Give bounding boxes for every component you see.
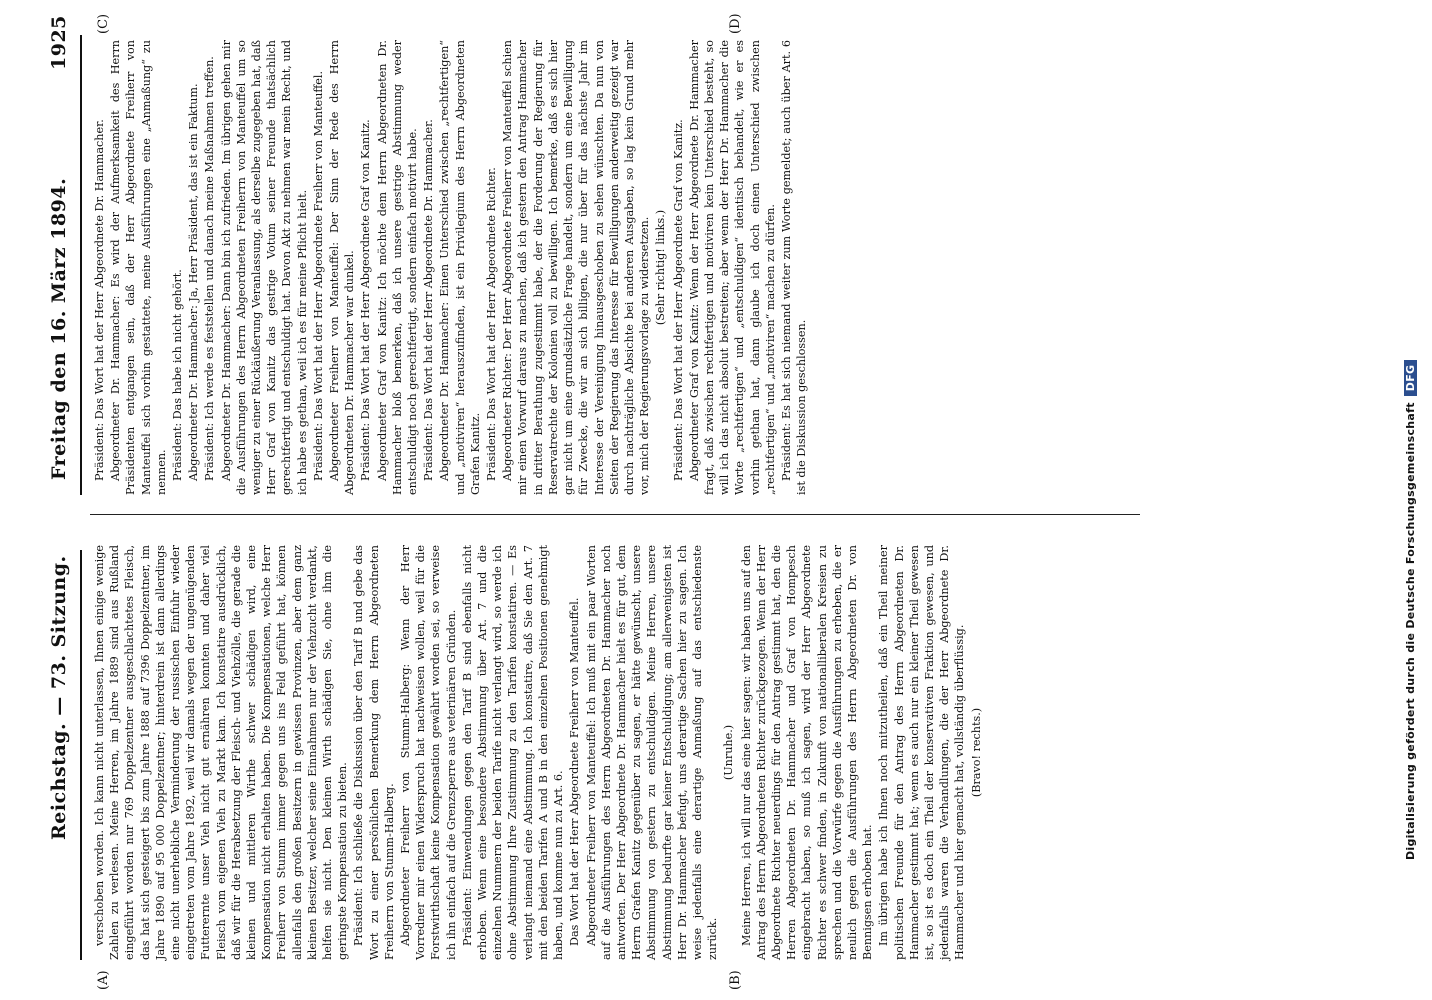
paragraph: Das Wort hat der Herr Abgeordnete Freiherr von Manteuffel. xyxy=(568,597,582,946)
paragraph: Meine Herren, ich will nur das eine hier sagen: wir haben uns auf den Antrag des Herrn Abgeordneten Richter zurückgezogen. Wenn der Herr Abgeordnete Richter neuerdings für den Antrag gestimmt hat, den die Herren Abgeordneten Dr. Hammacher und Graf von Hompesch eingebracht haben, so muß ich sagen, wird der Herr Abgeordnete Richter es schwer finden, in Zukunft von nationalliberalen Kreisen zu sprechen und die Vorwürfe gegen die Ausführungen zu erheben, die er neulich gegen die Ausführungen des Herrn Abgeordneten Dr. von Bennigsen erhoben hat. xyxy=(739,545,875,960)
paragraph: Abgeordneter Graf von Kanitz: Ich möchte dem Herrn Abgeordneten Dr. Hammacher bloß bemerken, daß ich unsere gestrige Abstimmung weder entschuldigt noch gerechtfertigt, sondern einfach motivirt habe. xyxy=(375,40,420,495)
right-text-column xyxy=(92,40,810,495)
paragraph: Im übrigen habe ich Ihnen noch mitzutheilen, daß ein Theil meiner politischen Freunde für den Antrag des Herrn Abgeordneten Dr. Hammacher gestimmt hat; wenn es auch nur ein kleiner Theil gewesen ist, so ist es doch ein Theil der konservativen Fraktion gewesen, und jedenfalls waren die Verhandlungen, die der Herr Abgeordnete Dr. Hammacher und hier gemacht hat, vollständig überflüssig. xyxy=(877,545,967,960)
paragraph: Abgeordneter Dr. Hammacher: Einen Unterschied zwischen „rechtfertigen“ und „motiviren“ herauszufinden, ist ein Privilegium des Herrn Abgeordneten Grafen Kanitz. xyxy=(438,40,482,495)
margin-mark-c: (C) xyxy=(96,13,111,34)
paragraph: (Unruhe.) xyxy=(722,724,736,781)
paragraph: Abgeordneter Dr. Hammacher: Dann bin ich zufrieden. Im übrigen gehen mir die Ausführungen des Herrn Abgeordneten Freiherrn von Manteuffel um so weniger zu einer Rückäußerung Veranlassung, als derselbe zugegeben hat, daß Herr Graf von Kanitz das gestrige Votum seiner Freunde thatsächlich gerechtfertigt und entschuldigt hat. Davon Akt zu nehmen war mein Recht, und ich habe es gethan, weil ich es für meine Pflicht hielt. xyxy=(219,40,309,495)
left-text-column xyxy=(92,545,986,960)
page-number: 1925 xyxy=(48,15,70,70)
margin-mark-a: (A) xyxy=(96,970,111,990)
paragraph: (Bravo! rechts.) xyxy=(969,707,983,798)
paragraph: Abgeordneter Dr. Hammacher: Ja, Herr Präsident, das ist ein Faktum. xyxy=(187,83,201,481)
paragraph: Abgeordneter Freiherr von Stumm-Halberg: Wenn der Herr Vorredner mir einen Widerspruch hat nachweisen wollen, weil für die Forstwirthschaft keine Kompensation gewährt worden sei, so verweise ich ihn einfach auf die Grenzsperre aus veterinären Gründen. xyxy=(399,545,458,960)
paragraph: Präsident: Es hat sich niemand weiter zum Worte gemeldet; auch über Art. 6 ist die Diskussion geschlossen. xyxy=(779,40,809,495)
paragraph: Präsident: Das Wort hat der Herr Abgeordnete Richter. xyxy=(485,167,499,481)
paragraph: verschoben worden. Ich kann nicht unterlassen, Ihnen einige wenige Zahlen zu verlesen. Meine Herren, im Jahre 1889 sind aus Rußland eingeführt worden nur 769 Doppelzentner ausgeschlachtetes Fleisch, das hat sich gesteigert bis zum Jahre 1888 auf 7396 Doppelzentner, im Jahre 1890 auf 95 000 Doppelzentner; hinterdrein ist dann allerdings eine nicht unerhebliche Verminderung der russischen Einfuhr wieder eingetreten vom Jahre 1892, weil wir damals wegen der ungenügenden Futterernte unser Vieh nicht gut ernähren konnten und daher viel Fleisch vom eigenen Vieh zu Markt kam. Ich konstatire ausdrücklich, daß wir für die Herabsetzung der Fleisch- und Viehzölle, die gerade die kleinen und mittleren Wirthe schwer schädigen wird, eine Kompensation nicht erhalten haben. Die Kompensationen, welche Herr Freiherr von Stumm immer gegen uns ins Feld geführt hat, können allenfalls den großen Besitzern in gewissen Provinzen, aber dem ganz kleinen Besitzer, welcher seine Einnahmen nur der Viehzucht verdankt, helfen sie nicht. Den kleinen Wirth schädigen Sie, ohne ihm die geringste Kompensation zu bieten. xyxy=(93,545,350,960)
digitization-credit xyxy=(1404,360,1417,860)
paragraph: Präsident: Das Wort hat der Herr Abgeordnete Freiherr von Manteuffel. xyxy=(311,70,325,481)
paragraph: Präsident: Ich werde es feststellen und danach meine Maßnahmen treffen. xyxy=(203,56,217,481)
margin-mark-d: (D) xyxy=(728,13,743,34)
paragraph: Präsident: Das habe ich nicht gehört. xyxy=(171,269,185,481)
header-rule-right xyxy=(80,35,82,495)
paragraph: Abgeordneter Richter: Der Herr Abgeordnete Freiherr von Manteuffel schien mir einen Vorwurf daraus zu machen, daß ich gestern den Antrag Hammacher in dritter Berathung zugestimmt habe, der die Forderung der Regierung für Reservatrechte der Kolonien voll zu bewilligen. Ich bemerke, daß es sich hier gar nicht um eine grundsätzliche Frage handelt, sondern um eine Bewilligung für Zwecke, die wir an sich billigen, die nur über für das nächste Jahr im Interesse der Vereinigung hinausgeschoben zu sehen wünschten. Da nun von Seiten der Regierung das Interesse für Bewilligungen anderweitig gezeigt war durch nachträgliche Absichte bei anderen Ausgaben, so lag kein Grund mehr vor, mich der Regierungsvorlage zu widersetzen. xyxy=(501,40,652,495)
paragraph: Abgeordneter Freiherr von Manteuffel: Der Sinn der Rede des Herrn Abgeordneten Dr. Hammacher war dunkel. xyxy=(328,40,357,495)
header-rule-left xyxy=(80,550,82,960)
column-separator xyxy=(90,514,1140,515)
paragraph: Abgeordneter Graf von Kanitz: Wenn der Herr Abgeordnete Dr. Hammacher fragt, daß zwischen rechtfertigen und motiviren kein Unterschied besteht, so will ich das nicht absolut bestreiten; aber wenn der Herr Dr. Hammacher die Worte „rechtfertigen“ und „entschuldigen“ identisch behandelt, wie er es vorhin gethan hat, dann glaube ich doch einen Unterschied zwischen „rechtfertigen“ und „motiviren“ machen zu dürfen. xyxy=(687,40,777,495)
paragraph: (Sehr richtig! links.) xyxy=(654,209,668,326)
paragraph: Abgeordneter Freiherr von Manteuffel: Ich muß mit ein paar Worten auf die Ausführungen des Herrn Abgeordneten Dr. Hammacher noch antworten. Der Herr Abgeordnete Dr. Hammacher hielt es für gut, dem Herrn Grafen Kanitz gegenüber zu sagen, er hätte gewünscht, unsere Abstimmung von gestern zu entschuldigen. Meine Herren, unsere Abstimmung bedurfte gar keiner Entschuldigung; am allerwenigsten ist Herr Dr. Hammacher befugt, uns derartige Sachen hier zu sagen. Ich weise jedenfalls eine derartige Anmaßung auf das entschiedenste zurück. xyxy=(584,545,720,960)
page-header-right: Freitag den 16. März 1894. xyxy=(48,177,70,480)
paragraph: Präsident: Ich schließe die Diskussion über den Tarif B und gebe das Wort zu einer persönlichen Bemerkung dem Herrn Abgeordneten Freiherrn von Stumm-Halberg. xyxy=(352,545,396,960)
page-header-left: Reichstag. — 73. Sitzung. xyxy=(48,555,70,840)
credit-text: Digitalisierung gefördert durch die Deutsche Forschungsgemeinschaft xyxy=(1404,402,1417,860)
margin-mark-b: (B) xyxy=(728,970,743,990)
paragraph: Präsident: Das Wort hat der Herr Abgeordnete Dr. Hammacher. xyxy=(422,119,436,481)
paragraph: Präsident: Einwendungen gegen den Tarif B sind ebenfalls nicht erhoben. Wenn eine besondere Abstimmung über Art. 7 und die einzelnen Nummern der beiden Tarife nicht verlangt wird, so werde ich ohne Abstimmung Ihre Zustimmung zu den Tarifen konstatiren. — Es verlangt niemand eine Abstimmung. Ich konstatire, daß Sie den Art. 7 mit den beiden Tarifen A und B in den einzelnen Positionen genehmigt haben, und komme nun zu Art. 6. xyxy=(460,545,566,960)
paragraph: Präsident: Das Wort hat der Herr Abgeordnete Graf von Kanitz. xyxy=(671,119,685,481)
paragraph: Präsident: Das Wort hat der Herr Abgeordnete Graf von Kanitz. xyxy=(359,119,373,481)
dfg-logo: DFG xyxy=(1404,360,1417,397)
paragraph: Präsident: Das Wort hat der Herr Abgeordnete Dr. Hammacher. xyxy=(93,119,106,481)
paragraph: Abgeordneter Dr. Hammacher: Es wird der Aufmerksamkeit des Herrn Präsidenten entgangen sein, daß der Herr Abgeordnete Freiherr von Manteuffel sich vorhin gestattete, meine Ausführungen eine „Anmaßung“ zu nennen. xyxy=(109,40,168,495)
